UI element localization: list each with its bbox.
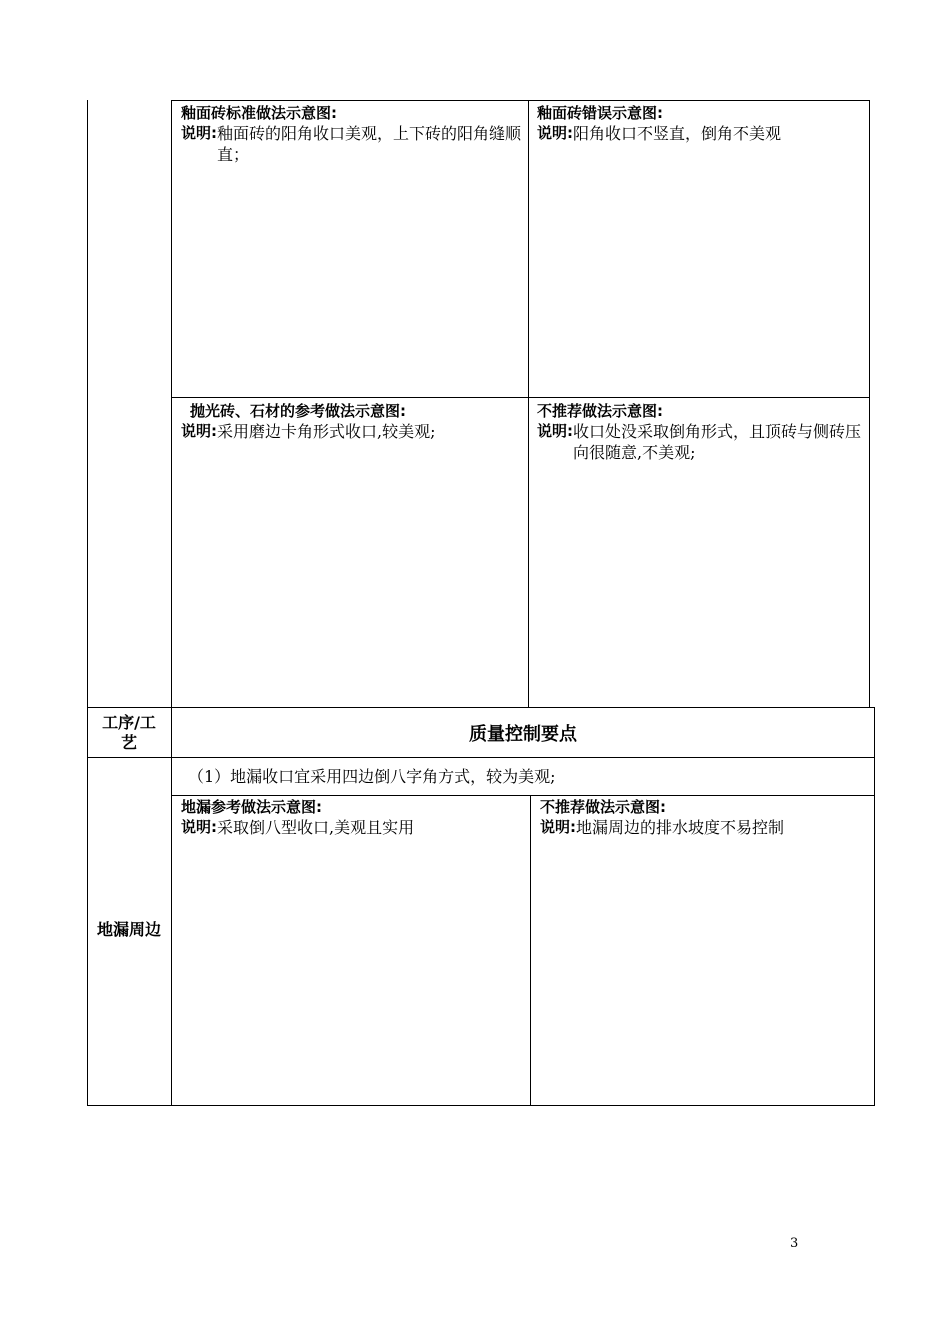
- row-label-floor-drain: 地漏周边: [96, 920, 161, 939]
- upper-cell-2-note-text: 阳角收口不竖直，倒角不美观: [573, 124, 782, 143]
- upper-cell-1-note-text: 釉面砖的阳角收口美观，上下砖的阳角缝顺直；: [217, 124, 522, 164]
- upper-cell-4: [537, 401, 863, 463]
- upper-right-border: [869, 100, 870, 707]
- upper-cell-4-note-text: 收口处没采取倒角形式，且顶砖与侧砖压向很随意,不美观;: [573, 422, 862, 462]
- upper-cell-1-title: 釉面砖标准做法示意图:: [181, 104, 337, 122]
- upper-cell-3-note: [181, 421, 521, 442]
- lower-cell-2: [540, 797, 868, 838]
- upper-row-divider: [171, 397, 870, 398]
- upper-cell-2-note: [537, 123, 863, 144]
- upper-cell-3-note-text: 采用磨边卡角形式收口,较美观;: [217, 422, 436, 441]
- lower-item-1: （1）地漏收口宜采用四边倒八字角方式，较为美观;: [188, 767, 556, 786]
- lower-cell-2-note-text: 地漏周边的排水坡度不易控制: [576, 818, 785, 837]
- lower-cell-1: [181, 797, 523, 838]
- upper-cell-3-note-label: 说明:: [181, 422, 217, 440]
- upper-label-divider: [171, 100, 172, 707]
- upper-middle-divider: [528, 100, 529, 707]
- upper-cell-2: [537, 103, 863, 144]
- page-number: 3: [790, 1236, 799, 1251]
- lower-cell-2-note: [540, 817, 868, 838]
- upper-cell-1-note-label: 说明:: [181, 124, 217, 142]
- upper-left-border: [87, 100, 88, 707]
- upper-cell-4-note: [537, 421, 863, 463]
- lower-item-row-bottom: [171, 795, 874, 796]
- upper-cell-2-note-label: 说明:: [537, 124, 573, 142]
- upper-cell-4-note-label: 说明:: [537, 422, 573, 440]
- upper-cell-1: [181, 103, 521, 165]
- upper-top-border: [171, 100, 870, 101]
- upper-cell-4-title: 不推荐做法示意图:: [537, 402, 663, 420]
- lower-label-divider: [171, 707, 172, 1106]
- lower-cell-2-title: 不推荐做法示意图:: [540, 798, 666, 816]
- upper-cell-3-title: 抛光砖、石材的参考做法示意图:: [190, 402, 407, 420]
- upper-cell-1-note: [181, 123, 521, 165]
- header-quality: 质量控制要点: [469, 723, 577, 745]
- lower-cell-2-note-label: 说明:: [540, 818, 576, 836]
- upper-cell-2-title: 釉面砖错误示意图:: [537, 104, 663, 122]
- lower-cell-1-note-label: 说明:: [181, 818, 217, 836]
- lower-left-border: [87, 707, 88, 1106]
- lower-middle-divider: [530, 795, 531, 1106]
- lower-header-bottom: [87, 757, 874, 758]
- lower-cell-1-note: [181, 817, 523, 838]
- lower-bottom-border: [87, 1105, 874, 1106]
- lower-right-border: [874, 707, 875, 1106]
- upper-cell-3: [181, 401, 521, 442]
- header-process: 工序/工艺: [102, 712, 156, 752]
- lower-cell-1-note-text: 采取倒八型收口,美观且实用: [217, 818, 415, 837]
- lower-cell-1-title: 地漏参考做法示意图:: [181, 798, 322, 816]
